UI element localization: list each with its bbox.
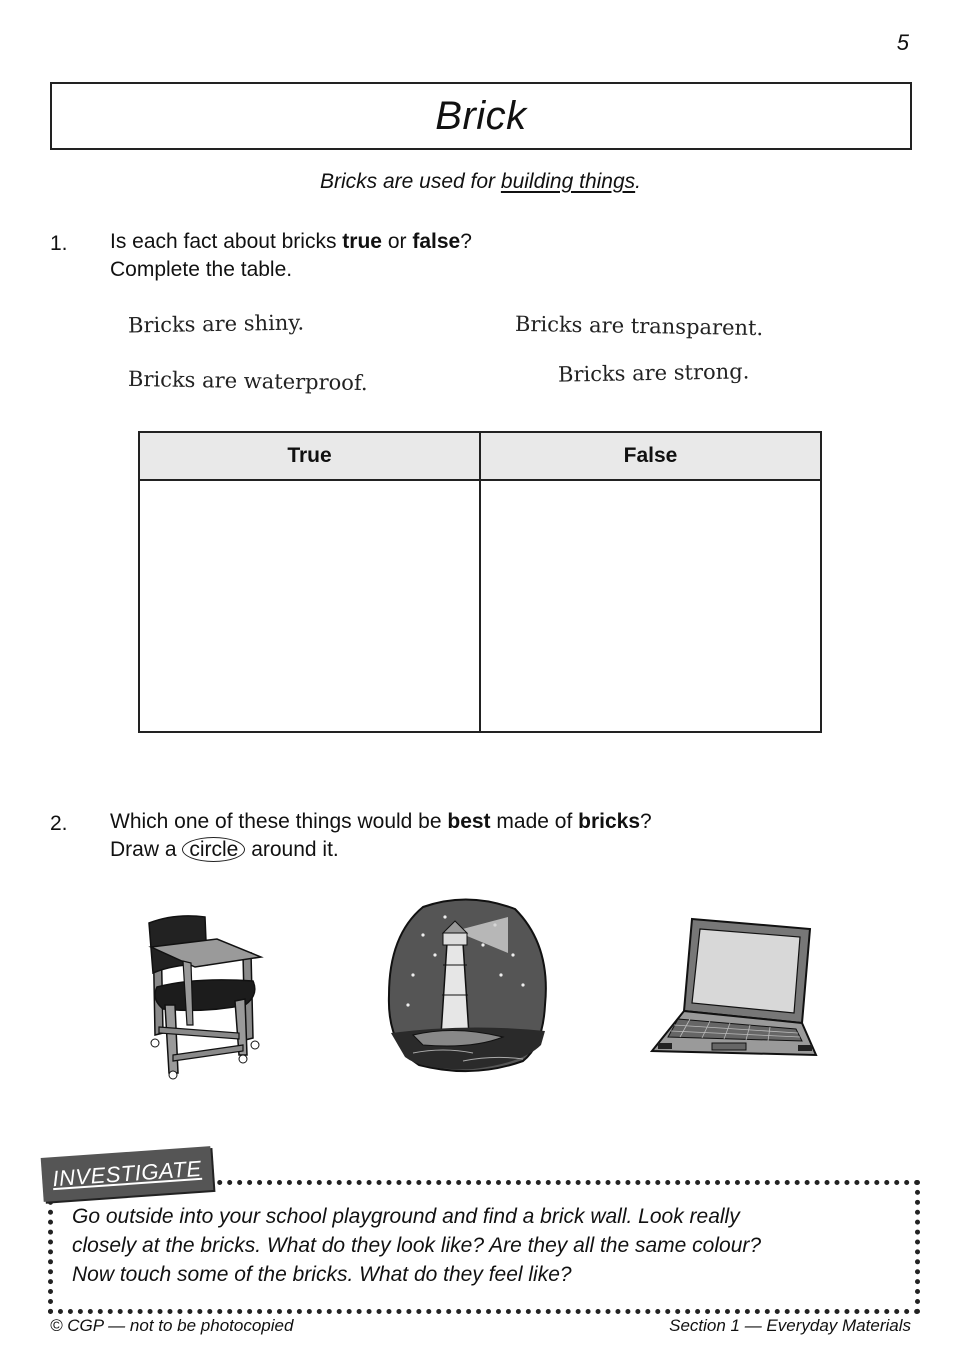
q2-text-part: made of	[490, 810, 579, 833]
page-number: 5	[896, 30, 909, 55]
footer-section: Section 1 — Everyday Materials	[669, 1316, 911, 1335]
laptop-option[interactable]	[650, 915, 820, 1065]
true-column-header: True	[139, 432, 480, 480]
q1-text-part: Is each fact about bricks	[110, 230, 343, 253]
question-2-number: 2.	[50, 812, 68, 835]
question-1-text	[110, 228, 472, 284]
circle-word: circle	[182, 837, 245, 862]
investigate-label-text: INVESTIGATE	[51, 1155, 203, 1192]
investigate-text	[72, 1202, 892, 1289]
chair-option[interactable]	[135, 905, 275, 1080]
fact-card[interactable]: Bricks are waterproof.	[127, 366, 368, 396]
true-column-cell[interactable]	[139, 480, 480, 732]
question-2-line-1	[110, 808, 652, 836]
question-1-line-2: Complete the table.	[110, 258, 293, 281]
question-2-text	[110, 808, 652, 864]
title-box	[50, 82, 912, 150]
false-column-header: False	[480, 432, 821, 480]
q1-false-word: false	[412, 230, 461, 253]
q2-best-word: best	[447, 810, 491, 833]
subtitle-underlined: building things	[500, 170, 636, 193]
investigate-line: Go outside into your school playground and find a brick wall. Look really	[72, 1205, 740, 1228]
footer-copyright: © CGP — not to be photocopied	[50, 1316, 294, 1335]
subtitle-end: .	[635, 170, 641, 193]
false-column-cell[interactable]	[480, 480, 821, 732]
subtitle-text: Bricks are used for	[319, 170, 501, 193]
page-title: Brick	[435, 93, 527, 138]
q2-text-part: around it.	[245, 838, 339, 861]
investigate-line: Now touch some of the bricks. What do they feel like?	[72, 1263, 572, 1286]
subtitle	[0, 170, 961, 194]
fact-card[interactable]: Bricks are transparent.	[514, 311, 764, 341]
question-1-number: 1.	[50, 232, 68, 255]
lighthouse-option[interactable]	[383, 895, 553, 1075]
q2-bricks-word: bricks	[578, 810, 640, 833]
q2-text-part: Draw a	[110, 838, 183, 861]
q2-text-part: ?	[640, 810, 652, 833]
q2-text-part: Which one of these things would be	[110, 810, 448, 833]
q1-text-part: or	[381, 230, 413, 253]
q1-true-word: true	[342, 230, 382, 253]
fact-card[interactable]: Bricks are strong.	[557, 359, 750, 387]
question-2-line-2	[110, 836, 652, 864]
investigate-line: closely at the bricks. What do they look like? Are they all the same colour?	[72, 1234, 762, 1257]
question-1-line-1	[110, 228, 472, 256]
true-false-table	[138, 431, 822, 733]
q1-text-part: ?	[460, 230, 472, 253]
fact-card[interactable]: Bricks are shiny.	[127, 310, 305, 338]
